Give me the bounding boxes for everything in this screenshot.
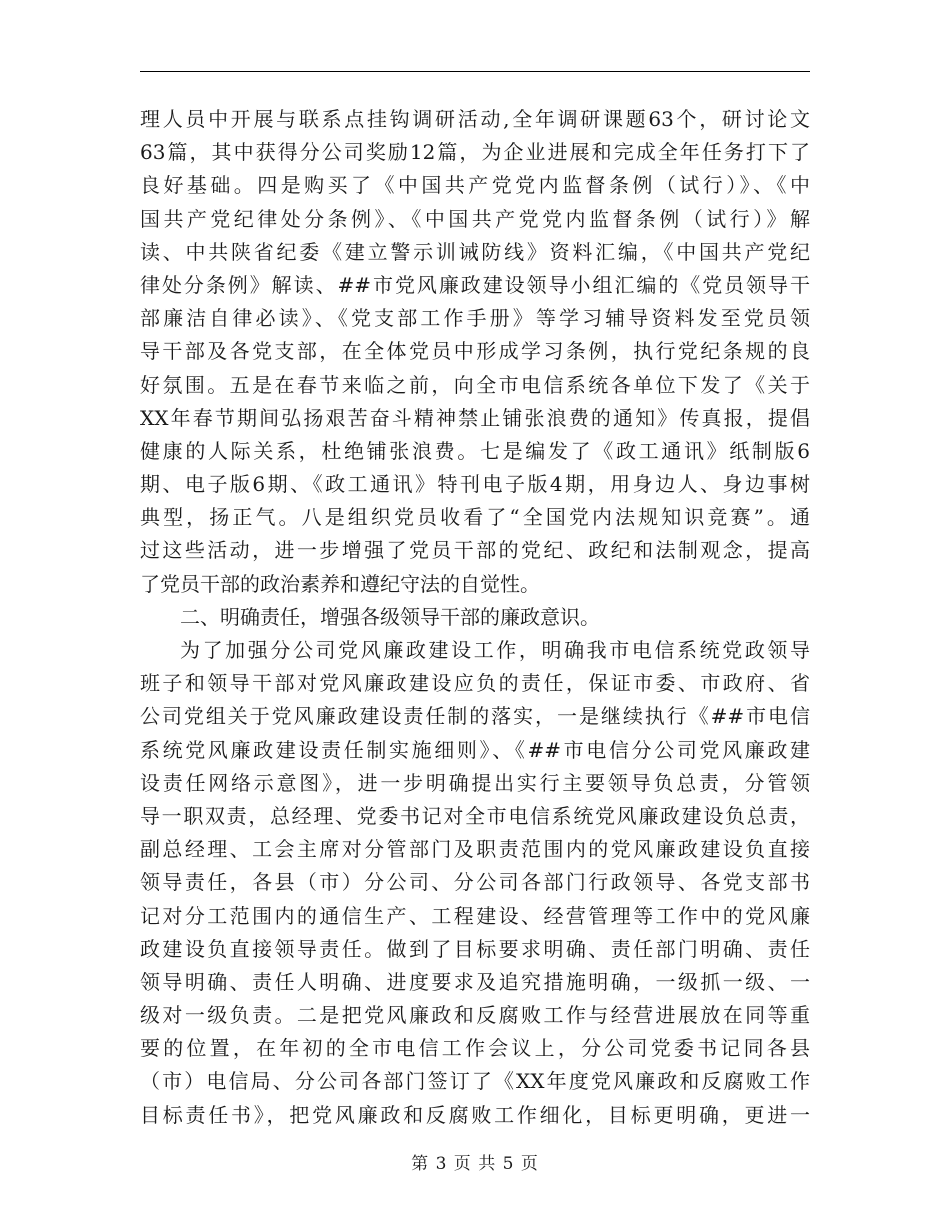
text-line: 好氛围。五是在春节来临之前，向全市电信系统各单位下发了《关于 xyxy=(140,372,810,397)
text-line: 记对分工范围内的通信生产、工程建设、经营管理等工作中的党风廉 xyxy=(140,903,810,928)
text-line: 设责任网络示意图》，进一步明确提出实行主要领导负总责，分管领 xyxy=(140,770,810,795)
text-line: 了党员干部的政治素养和遵纪守法的自觉性。 xyxy=(140,571,540,596)
text-line: 领导责任，各县（市）分公司、分公司各部门行政领导、各党支部书 xyxy=(140,870,810,895)
text-line: 读、中共陕省纪委《建立警示训诫防线》资料汇编，《中国共产党纪 xyxy=(140,239,810,264)
page-footer: 第 3 页 共 5 页 xyxy=(411,1154,539,1174)
text-line: 为了加强分公司党风廉政建设工作，明确我市电信系统党政领导 xyxy=(180,638,810,662)
text-line: 政建设负直接领导责任。做到了目标要求明确、责任部门明确、责任 xyxy=(140,936,810,961)
text-line: 部廉洁自律必读》、《党支部工作手册》等学习辅导资料发至党员领 xyxy=(140,306,810,331)
text-line: 期、电子版6期、《政工通讯》特刊电子版4期，用身边人、身边事树 xyxy=(140,472,810,497)
text-line: 公司党组关于党风廉政建设责任制的落实，一是继续执行《##市电信 xyxy=(140,704,810,729)
text-line: 领导明确、责任人明确、进度要求及追究措施明确，一级抓一级、一 xyxy=(140,969,810,994)
text-line: 导一职双责，总经理、党委书记对全市电信系统党风廉政建设负总责， xyxy=(140,803,810,828)
text-line: 班子和领导干部对党风廉政建设应负的责任，保证市委、市政府、省 xyxy=(140,671,810,696)
text-line: 要的位置，在年初的全市电信工作会议上，分公司党委书记同各县 xyxy=(140,1036,810,1061)
body-text xyxy=(140,103,810,1132)
text-line: 国共产党纪律处分条例》、《中国共产党党内监督条例（试行）》解 xyxy=(140,206,810,231)
text-line: 副总经理、工会主席对分管部门及职责范围内的党风廉政建设负直接 xyxy=(140,837,810,862)
text-line: （市）电信局、分公司各部门签订了《XX年度党风廉政和反腐败工作 xyxy=(140,1069,810,1094)
text-line: 健康的人际关系，杜绝铺张浪费。七是编发了《政工通讯》纸制版6 xyxy=(140,438,810,463)
text-line: 目标责任书》，把党风廉政和反腐败工作细化，目标更明确，更进一 xyxy=(140,1102,810,1127)
text-line: 律处分条例》解读、##市党风廉政建设领导小组汇编的《党员领导干 xyxy=(140,272,810,297)
text-line: 级对一级负责。二是把党风廉政和反腐败工作与经营进展放在同等重 xyxy=(140,1003,810,1028)
text-line: 63篇，其中获得分公司奖励12篇，为企业进展和完成全年任务打下了 xyxy=(140,140,810,165)
text-line: 二、明确责任，增强各级领导干部的廉政意识。 xyxy=(180,604,600,629)
text-line: 理人员中开展与联系点挂钩调研活动,全年调研课题63个，研讨论文 xyxy=(140,107,810,131)
text-line: 良好基础。四是购买了《中国共产党党内监督条例（试行）》、《中 xyxy=(140,173,810,198)
text-line: 典型，扬正气。八是组织党员收看了“全国党内法规知识竞赛”。通 xyxy=(140,505,810,530)
text-line: XX年春节期间弘扬艰苦奋斗精神禁止铺张浪费的通知》传真报，提倡 xyxy=(140,405,810,430)
text-line: 导干部及各党支部，在全体党员中形成学习条例，执行党纪条规的良 xyxy=(140,339,810,364)
text-line: 过这些活动，进一步增强了党员干部的党纪、政纪和法制观念，提高 xyxy=(140,538,810,563)
header-rule xyxy=(140,71,810,72)
text-line: 系统党风廉政建设责任制实施细则》、《##市电信分公司党风廉政建 xyxy=(140,737,810,762)
